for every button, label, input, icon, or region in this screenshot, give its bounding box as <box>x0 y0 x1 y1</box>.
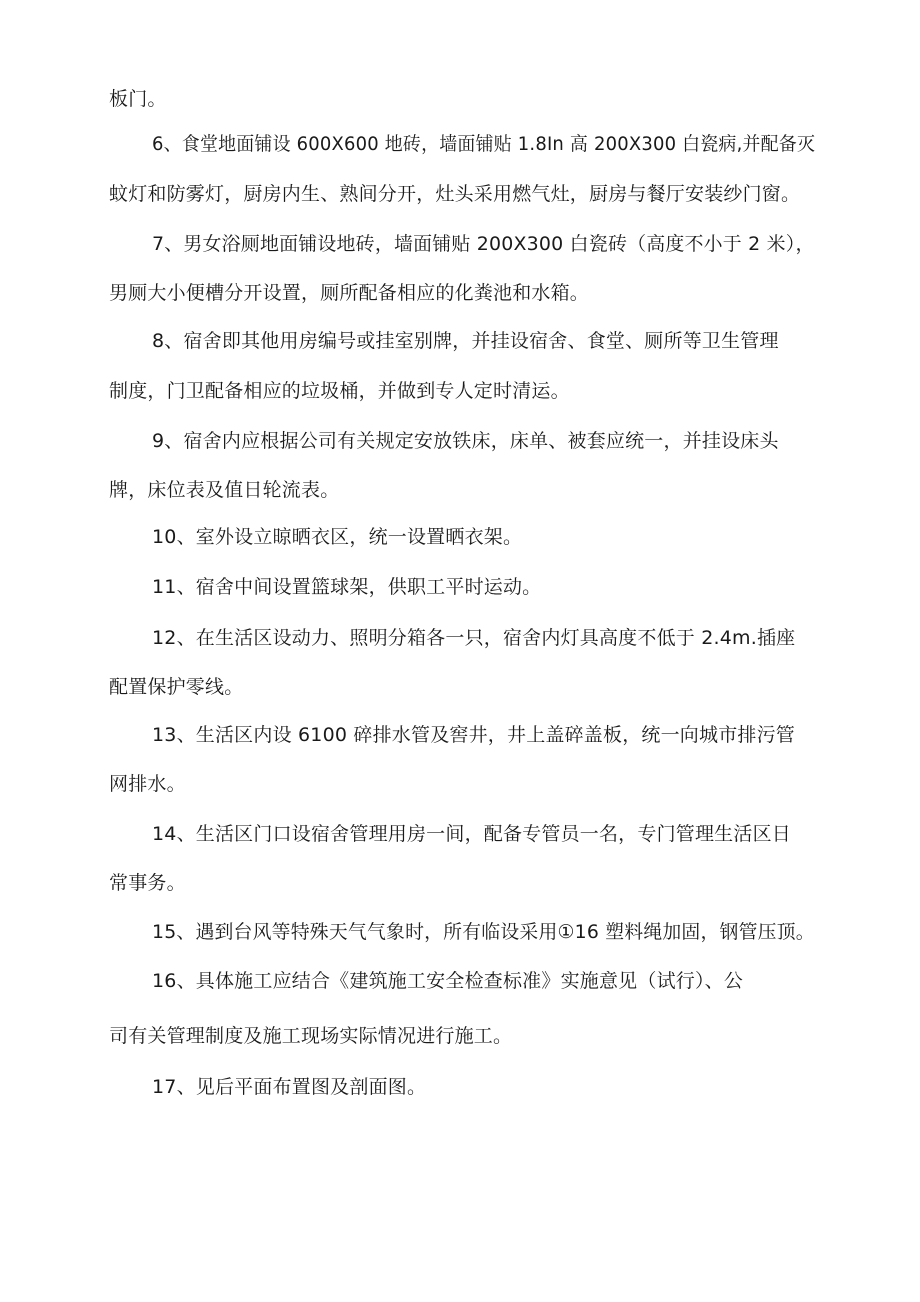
text-line: 17、见后平面布置图及剖面图。 <box>152 1076 427 1098</box>
text-line: 15、遇到台风等特殊天气气象时，所有临设采用①16 塑料绳加固，钢管压顶。 <box>152 921 815 943</box>
text-line: 9、宿舍内应根据公司有关规定安放铁床，床单、被套应统一，并挂设床头 <box>152 430 779 452</box>
text-line: 6、食堂地面铺设 600X600 地砖，墙面铺贴 1.8In 高 200X300 白瓷病,并配备灭 <box>152 133 816 155</box>
text-line: 8、宿舍即其他用房编号或挂室别牌，并挂设宿舍、食堂、厕所等卫生管理 <box>152 330 779 352</box>
text-line: 10、室外设立晾晒衣区，统一设置晒衣架。 <box>152 526 523 548</box>
text-line: 11、宿舍中间设置篮球架，供职工平时运动。 <box>152 576 542 598</box>
text-line: 制度，门卫配备相应的垃圾桶，并做到专人定时清运。 <box>109 380 570 402</box>
text-line: 常事务。 <box>109 872 186 894</box>
text-line: 13、生活区内设 6100 碎排水管及窖井，井上盖碎盖板，统一向城市排污管 <box>152 724 796 746</box>
text-line: 板门。 <box>109 88 167 110</box>
text-line: 配置保护零线。 <box>109 676 244 698</box>
text-line: 12、在生活区设动力、照明分箱各一只，宿舍内灯具高度不低于 2.4m.插座 <box>152 627 796 649</box>
text-line: 14、生活区门口设宿舍管理用房一间，配备专管员一名，专门管理生活区日 <box>152 823 791 845</box>
text-line: 7、男女浴厕地面铺设地砖，墙面铺贴 200X300 白瓷砖（高度不小于 2 米）， <box>152 233 815 255</box>
text-line: 司有关管理制度及施工现场实际情况进行施工。 <box>109 1025 513 1047</box>
text-line: 16、具体施工应结合《建筑施工安全检查标准》实施意见（试行）、公 <box>152 970 744 992</box>
text-line: 男厕大小便槽分开设置，厕所配备相应的化粪池和水箱。 <box>109 282 590 304</box>
text-line: 牌，床位表及值日轮流表。 <box>109 479 340 501</box>
text-line: 蚊灯和防雾灯，厨房内生、熟间分开，灶头采用燃气灶，厨房与餐厅安装纱门窗。 <box>109 183 801 205</box>
text-line: 网排水。 <box>109 773 186 795</box>
